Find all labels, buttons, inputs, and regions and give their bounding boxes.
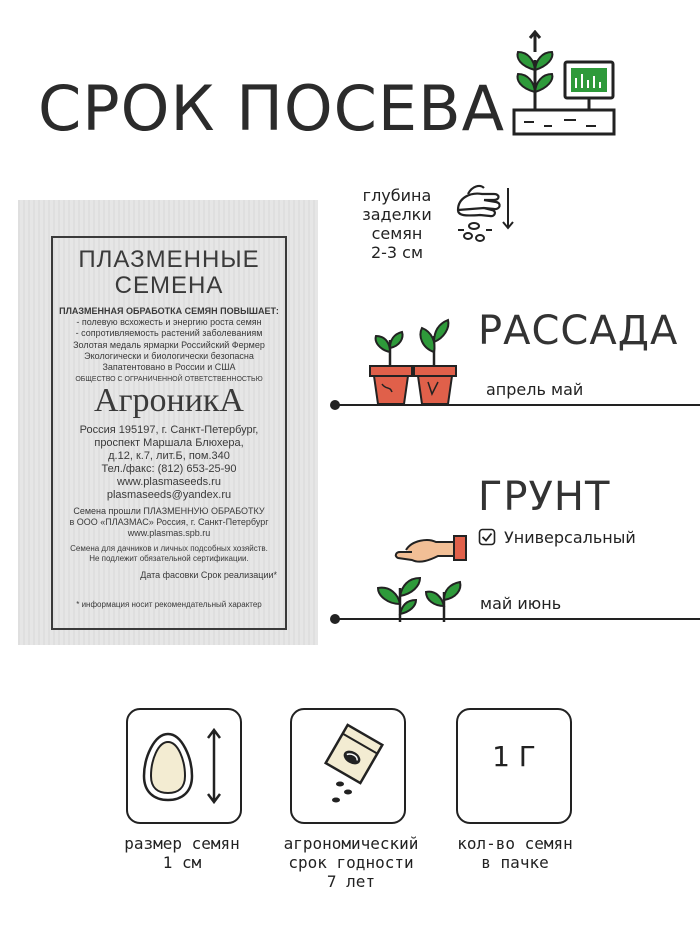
ground-timeline	[336, 618, 700, 620]
seed-packet-icon	[292, 710, 404, 822]
depth-line-4: 2-3 см	[370, 243, 424, 262]
packet-label	[51, 236, 287, 630]
seed-size-caption	[106, 834, 258, 872]
packet-address-1: Россия 195197, г. Санкт-Петербург,	[79, 424, 259, 436]
depth-line-2: заделки	[362, 205, 432, 224]
seed-weight-value: 1 Г	[492, 740, 536, 773]
seedling-heading: РАССАДА	[478, 308, 679, 354]
packet-treatment-2: - сопротивляемость растений заболеваниям	[75, 328, 263, 338]
packet-address-5: www.plasmaseeds.ru	[117, 476, 221, 488]
seed-count-box	[456, 708, 572, 824]
packet-brand-line2: СЕМЕНА	[114, 272, 224, 299]
seed-size-caption-1: размер семян	[124, 834, 240, 853]
depth-line-1: глубина	[362, 186, 432, 205]
packet-note-1: Семена для дачников и личных подсобных хозяйств.	[70, 544, 268, 553]
seed-count-caption	[440, 834, 590, 872]
seed-size-box	[126, 708, 242, 824]
checkbox-icon	[478, 528, 496, 546]
packet-processing-1: Семена прошли ПЛАЗМЕННУЮ ОБРАБОТКУ	[73, 506, 265, 516]
sowing-depth-text	[352, 186, 442, 262]
packet-award-2: Экологически и биологически безопасна	[84, 351, 254, 361]
seed-size-caption-2: 1 см	[162, 853, 202, 872]
packet-company-type: ОБЩЕСТВО С ОГРАНИЧЕННОЙ ОТВЕТСТВЕННОСТЬЮ	[75, 376, 263, 383]
packet-processing-3: www.plasmas.spb.ru	[127, 528, 211, 538]
packet-address-4: Тел./факс: (812) 653-25-90	[101, 463, 237, 475]
depth-line-3: семян	[371, 224, 423, 243]
packet-processing-2: в ООО «ПЛАЗМАС» Россия, г. Санкт-Петербург	[69, 517, 269, 527]
shelf-life-box	[290, 708, 406, 824]
seed-size-icon	[128, 710, 240, 822]
ground-soil-type: Универсальный	[504, 528, 636, 547]
seed-count-caption-1: кол-во семян	[457, 834, 573, 853]
packet-brand-line1: ПЛАЗМЕННЫЕ	[78, 246, 260, 273]
plant-growth-icon	[510, 30, 620, 140]
seed-packet-image	[18, 200, 318, 645]
packet-footnote: * информация носит рекомендательный характер	[76, 600, 262, 609]
shelf-life-caption	[268, 834, 434, 891]
packet-address-3: д.12, к.7, лит.Б, пом.340	[108, 450, 230, 462]
shelf-life-caption-1: агрономический	[283, 834, 419, 853]
hand-planting-icon	[372, 530, 472, 622]
ground-months: май июнь	[480, 594, 562, 613]
packet-address-2: проспект Маршала Блюхера,	[94, 437, 244, 449]
shelf-life-caption-2: срок годности	[288, 853, 414, 872]
page-title: СРОК ПОСЕВА	[38, 72, 506, 145]
seedling-timeline	[336, 404, 700, 406]
packet-treatment-1: - полевую всхожесть и энергию роста семян	[76, 317, 262, 327]
packet-dates-label: Дата фасовки Срок реализации*	[140, 570, 277, 580]
packet-address-6: plasmaseeds@yandex.ru	[106, 489, 232, 501]
seedling-pots-icon	[360, 316, 470, 408]
seed-count-caption-2: в пачке	[481, 853, 549, 872]
shelf-life-caption-3: 7 лет	[326, 872, 376, 891]
hand-sowing-seed-icon	[450, 180, 520, 250]
packet-note-2: Не подлежит обязательной сертификации.	[89, 554, 249, 563]
packet-award-1: Золотая медаль ярмарки Российский Фермер	[73, 340, 265, 350]
seedling-months: апрель май	[486, 380, 584, 399]
ground-heading: ГРУНТ	[478, 474, 611, 520]
packet-treatment-heading: ПЛАЗМЕННАЯ ОБРАБОТКА СЕМЯН ПОВЫШАЕТ:	[59, 306, 279, 316]
packet-award-3: Запатентовано в России и США	[102, 362, 236, 372]
packet-company-name: АгроникА	[94, 382, 244, 419]
